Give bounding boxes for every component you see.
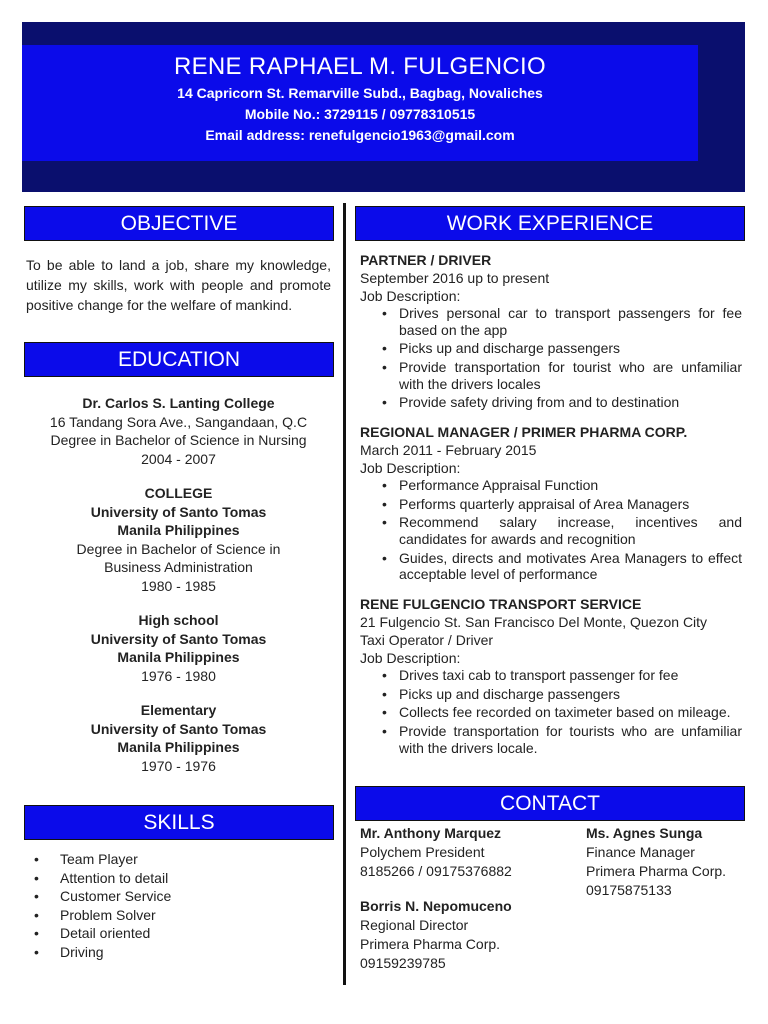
contact-phone: 8185266 / 09175376882 bbox=[360, 863, 512, 879]
applicant-name: RENE RAPHAEL M. FULGENCIO bbox=[173, 53, 546, 80]
contact-phone: 09159239785 bbox=[360, 955, 446, 971]
work-experience-title: WORK EXPERIENCE bbox=[355, 206, 745, 241]
education-entry bbox=[26, 701, 331, 775]
school-location: Manila Philippines bbox=[117, 739, 240, 755]
years: 1976 - 1980 bbox=[141, 667, 216, 684]
education-entry bbox=[26, 484, 331, 595]
contact-position: Regional Director bbox=[360, 917, 469, 933]
work-experience-section bbox=[360, 251, 742, 768]
job-title: RENE FULGENCIO TRANSPORT SERVICE bbox=[360, 595, 642, 612]
duty-item: • Collects fee recorded on taximeter based on mileage. bbox=[380, 704, 742, 721]
email-line: Email address: renefulgencio1963@gmail.com bbox=[205, 127, 515, 143]
job-entry bbox=[360, 423, 742, 583]
duty-item: • Performs quarterly appraisal of Area Managers bbox=[380, 496, 742, 513]
duty-item: • Recommend salary increase, incentives and candidates for awards and recognition bbox=[380, 514, 742, 547]
school-location: Manila Philippines bbox=[117, 522, 240, 538]
contact-card bbox=[360, 897, 512, 973]
skill-item: • Problem Solver bbox=[26, 906, 331, 925]
objective-title: OBJECTIVE bbox=[24, 206, 334, 241]
duty-item: • Provide safety driving from and to destination bbox=[380, 394, 742, 411]
school-name: University of Santo Tomas bbox=[90, 630, 267, 647]
degree: Business Administration bbox=[104, 559, 253, 575]
job-role: Taxi Operator / Driver bbox=[360, 631, 494, 648]
school-location: Manila Philippines bbox=[117, 649, 240, 665]
header-box bbox=[22, 45, 698, 161]
job-period: September 2016 up to present bbox=[360, 270, 550, 286]
degree: Degree in Bachelor of Science in Nursing bbox=[50, 432, 307, 448]
education-entry bbox=[26, 611, 331, 685]
duties-list bbox=[360, 305, 742, 411]
job-description-label: Job Description: bbox=[360, 288, 461, 304]
job-title: REGIONAL MANAGER / PRIMER PHARMA CORP. bbox=[360, 423, 688, 440]
skills-title: SKILLS bbox=[24, 805, 334, 840]
duty-item: • Guides, directs and motivates Area Managers to effect acceptable level of performance bbox=[380, 550, 742, 583]
years: 1970 - 1976 bbox=[141, 757, 216, 774]
school-address: 16 Tandang Sora Ave., Sangandaan, Q.C bbox=[49, 413, 308, 430]
contact-name: Mr. Anthony Marquez bbox=[360, 825, 502, 841]
years: 2004 - 2007 bbox=[141, 450, 216, 467]
job-description-label: Job Description: bbox=[360, 649, 461, 666]
school-name: University of Santo Tomas bbox=[90, 503, 267, 520]
job-description-label: Job Description: bbox=[360, 459, 461, 476]
skill-item: • Customer Service bbox=[26, 887, 331, 906]
objective-text: To be able to land a job, share my knowledge, utilize my skills, work with people and promote positive change for the welfare of mankind. bbox=[26, 257, 331, 313]
job-title: PARTNER / DRIVER bbox=[360, 252, 492, 268]
job-period: March 2011 - February 2015 bbox=[360, 441, 537, 458]
contact-card bbox=[360, 824, 512, 881]
school-name: University of Santo Tomas bbox=[90, 720, 267, 737]
duty-item: • Picks up and discharge passengers bbox=[380, 340, 742, 357]
skill-item: • Driving bbox=[26, 943, 331, 962]
duty-item: • Drives personal car to transport passengers for fee based on the app bbox=[380, 305, 742, 338]
contact-company: Primera Pharma Corp. bbox=[360, 936, 501, 952]
years: 1980 - 1985 bbox=[141, 577, 216, 594]
contact-name: Borris N. Nepomuceno bbox=[360, 898, 512, 914]
duties-list bbox=[360, 477, 742, 583]
duty-item: • Picks up and discharge passengers bbox=[380, 686, 742, 703]
school-name: Dr. Carlos S. Lanting College bbox=[82, 395, 275, 411]
duty-item: • Performance Appraisal Function bbox=[380, 477, 742, 494]
job-address: 21 Fulgencio St. San Francisco Del Monte, Quezon City bbox=[360, 613, 708, 630]
education-title: EDUCATION bbox=[24, 342, 334, 377]
duties-list bbox=[360, 667, 742, 756]
contact-card bbox=[586, 824, 726, 900]
skills-section bbox=[26, 850, 331, 961]
skill-item: • Team Player bbox=[26, 850, 331, 869]
education-level: COLLEGE bbox=[144, 485, 213, 501]
job-entry bbox=[360, 251, 742, 411]
education-entry bbox=[26, 394, 331, 468]
column-divider bbox=[343, 203, 346, 985]
contact-title: CONTACT bbox=[355, 786, 745, 821]
mobile-line: Mobile No.: 3729115 / 09778310515 bbox=[244, 106, 476, 122]
education-level: High school bbox=[138, 612, 219, 628]
contact-position: Finance Manager bbox=[586, 844, 695, 860]
skill-item: • Detail oriented bbox=[26, 924, 331, 943]
contact-name: Ms. Agnes Sunga bbox=[586, 825, 703, 841]
skills-list bbox=[26, 850, 331, 961]
duty-item: • Provide transportation for tourists who are unfamiliar with the drivers locale. bbox=[380, 723, 742, 756]
address-line: 14 Capricorn St. Remarville Subd., Bagbag, Novaliches bbox=[177, 85, 543, 101]
degree: Degree in Bachelor of Science in bbox=[76, 540, 281, 557]
contact-phone: 09175875133 bbox=[586, 882, 672, 898]
contact-position: Polychem President bbox=[360, 844, 485, 860]
education-section bbox=[26, 394, 331, 791]
duty-item: • Provide transportation for tourist who are unfamiliar with the drivers locales bbox=[380, 359, 742, 392]
job-entry bbox=[360, 595, 742, 756]
skill-item: • Attention to detail bbox=[26, 869, 331, 888]
objective-section bbox=[26, 255, 331, 315]
duty-item: • Drives taxi cab to transport passenger for fee bbox=[380, 667, 742, 684]
contact-company: Primera Pharma Corp. bbox=[586, 863, 727, 879]
education-level: Elementary bbox=[140, 702, 217, 718]
